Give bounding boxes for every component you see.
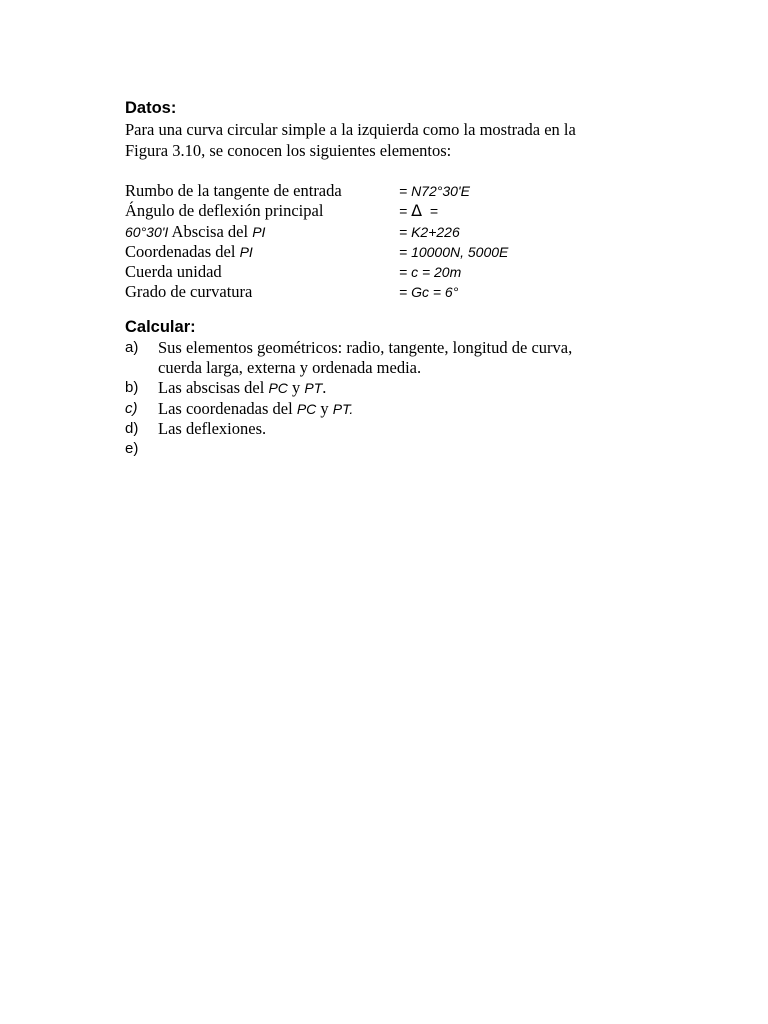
- list-text: [158, 338, 645, 379]
- label-italic: PI: [239, 243, 253, 260]
- value-prefix: =: [399, 203, 412, 220]
- element-value: = K2+226: [399, 223, 460, 240]
- element-row-rumbo: [125, 181, 645, 201]
- list-marker: b): [125, 379, 139, 397]
- element-label: Ángulo de deflexión principal: [125, 201, 324, 221]
- calcular-list: [125, 338, 645, 460]
- element-label: Cuerda unidad: [125, 262, 222, 282]
- list-text: Las deflexiones.: [158, 418, 267, 438]
- element-row-grado: [125, 282, 645, 302]
- list-text: [158, 439, 645, 459]
- list-item: [125, 439, 645, 459]
- text-segment: y: [316, 398, 333, 418]
- datos-heading: Datos:: [125, 99, 177, 117]
- label-text: Coordenadas del: [125, 241, 240, 261]
- element-label: [125, 222, 399, 242]
- angle-value: 60°30'I: [125, 223, 169, 240]
- elements-list: [125, 181, 645, 303]
- list-text: [158, 378, 645, 398]
- intro-line-2: Figura 3.10, se conocen los siguientes elementos:: [125, 141, 452, 160]
- element-row-angulo: [125, 201, 645, 221]
- list-text-line-1: Sus elementos geométricos: radio, tangente, longitud de curva,: [158, 337, 573, 357]
- element-value: = c = 20m: [399, 264, 462, 281]
- element-label: [125, 242, 399, 262]
- element-value: = N72°30'E: [399, 183, 470, 199]
- list-text: [158, 399, 645, 419]
- element-value: = Gc = 6°: [399, 284, 459, 301]
- list-item: [125, 419, 645, 439]
- text-italic: PC: [268, 380, 288, 397]
- intro-line-1: Para una curva circular simple a la izquierda como la mostrada en la: [125, 120, 576, 139]
- text-italic: PT: [304, 380, 323, 397]
- element-row-cuerda: [125, 262, 645, 282]
- list-marker: d): [125, 419, 139, 437]
- element-label: Rumbo de la tangente de entrada: [125, 181, 342, 200]
- list-marker: e): [125, 440, 139, 458]
- delta-symbol: Δ: [411, 201, 423, 221]
- element-row-coordenadas: [125, 242, 645, 262]
- document-page: [125, 98, 645, 460]
- text-segment: y: [287, 378, 305, 398]
- list-marker: c): [125, 399, 138, 417]
- element-value: [399, 201, 438, 221]
- text-segment: Las abscisas del: [158, 378, 269, 398]
- text-segment: .: [322, 378, 327, 398]
- list-item: [125, 338, 645, 379]
- text-italic: PC: [296, 400, 317, 417]
- element-label: Grado de curvatura: [125, 282, 253, 302]
- calcular-heading: Calcular:: [125, 317, 196, 336]
- value-suffix: =: [422, 203, 438, 220]
- list-item: [125, 399, 645, 419]
- text-segment: Las coordenadas del: [158, 398, 297, 418]
- list-item: [125, 378, 645, 398]
- list-text-line-2: cuerda larga, externa y ordenada media.: [158, 358, 422, 378]
- label-text: Abscisa del: [168, 221, 253, 241]
- list-marker: a): [125, 338, 139, 356]
- element-value: = 10000N, 5000E: [399, 243, 509, 260]
- text-italic: PT.: [332, 400, 354, 417]
- element-row-abscisa: [125, 222, 645, 242]
- label-italic: PI: [252, 223, 266, 240]
